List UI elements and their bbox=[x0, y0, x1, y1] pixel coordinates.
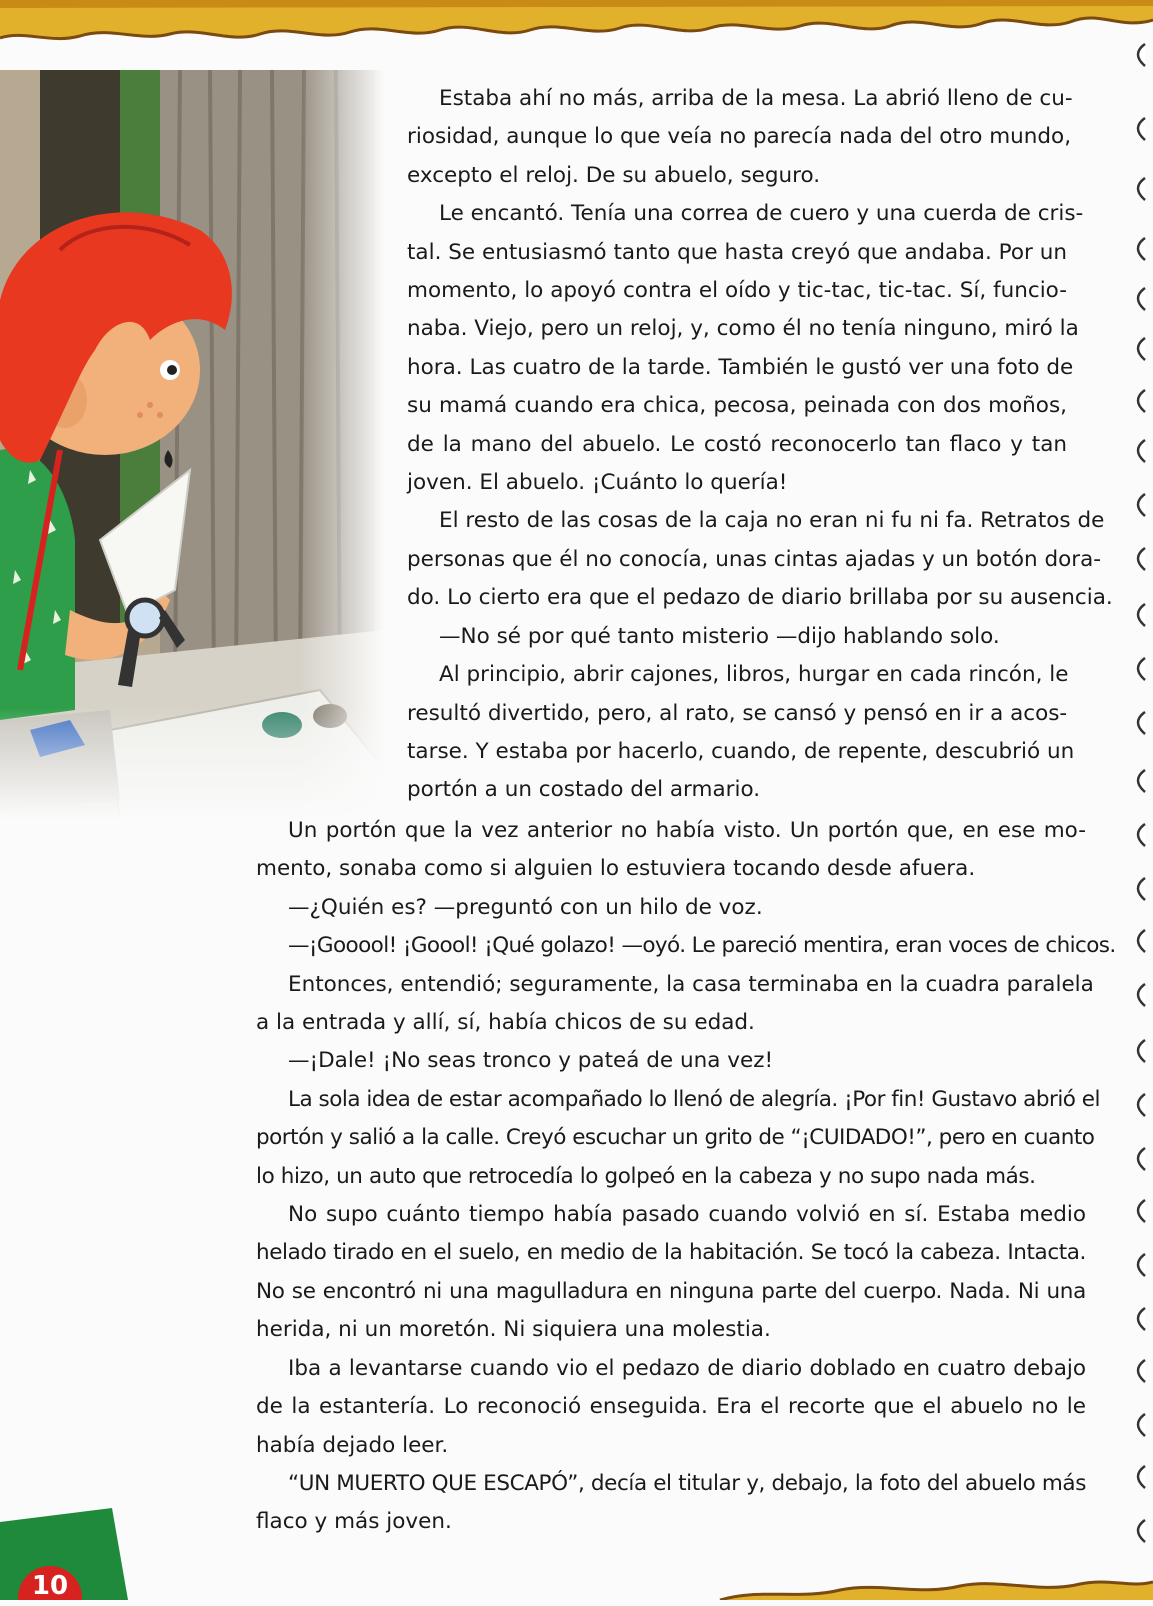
text-line: herida, ni un moretón. Ni siquiera una molestia. bbox=[256, 1317, 771, 1343]
text-line: personas que él no conocía, unas cintas ajadas y un botón dora- bbox=[407, 546, 1102, 572]
text-line: tarse. Y estaba por hacerlo, cuando, de repente, descubrió un bbox=[407, 738, 1075, 764]
text-line: El resto de las cosas de la caja no eran ni fu ni fa. Retratos de bbox=[439, 508, 1105, 534]
text-line: —¿Quién es? —preguntó con un hilo de voz. bbox=[288, 894, 763, 920]
text-line: —No sé por qué tanto misterio —dijo hablando solo. bbox=[439, 623, 1000, 649]
text-line: a la entrada y allí, sí, había chicos de su edad. bbox=[256, 1010, 755, 1036]
text-line: helado tirado en el suelo, en medio de la habitación. Se tocó la cabeza. Intacta. bbox=[256, 1240, 1086, 1266]
boy-reading-illustration bbox=[0, 70, 385, 820]
text-line: su mamá cuando era chica, pecosa, peinada con dos moños, bbox=[407, 393, 1067, 419]
page-number: 10 bbox=[18, 1566, 82, 1600]
text-line: de la mano del abuelo. Le costó reconocerlo tan flaco y tan bbox=[407, 431, 1067, 457]
text-line: No supo cuánto tiempo había pasado cuando volvió en sí. Estaba medio bbox=[288, 1202, 1086, 1228]
text-line: naba. Viejo, pero un reloj, y, como él no tenía ninguno, miró la bbox=[407, 316, 1079, 342]
text-line: lo hizo, un auto que retrocedía lo golpeó en la cabeza y no supo nada más. bbox=[256, 1163, 1036, 1189]
text-column-bottom bbox=[256, 812, 1116, 1542]
text-line: No se encontró ni una magulladura en ninguna parte del cuerpo. Nada. Ni una bbox=[256, 1278, 1086, 1304]
text-line: excepto el reloj. De su abuelo, seguro. bbox=[407, 162, 821, 188]
text-line: Le encantó. Tenía una correa de cuero y una cuerda de cris- bbox=[439, 201, 1084, 227]
text-line: mento, sonaba como si alguien lo estuviera tocando desde afuera. bbox=[256, 856, 976, 882]
text-line: tal. Se entusiasmó tanto que hasta creyó que andaba. Por un bbox=[407, 239, 1067, 265]
text-line: joven. El abuelo. ¡Cuánto lo quería! bbox=[407, 470, 788, 496]
text-line: Estaba ahí no más, arriba de la mesa. La abrió lleno de cu- bbox=[439, 86, 1073, 111]
text-line: portón y salió a la calle. Creyó escuchar un grito de “¡CUIDADO!”, pero en cuanto bbox=[256, 1125, 1095, 1151]
text-line: resultó divertido, pero, al rato, se cansó y pensó en ir a acos- bbox=[407, 700, 1068, 726]
text-line: portón a un costado del armario. bbox=[407, 777, 761, 803]
text-column-top bbox=[407, 80, 1113, 810]
text-line: do. Lo cierto era que el pedazo de diario brillaba por su ausencia. bbox=[407, 585, 1113, 611]
text-line: “UN MUERTO QUE ESCAPÓ”, decía el titular y, debajo, la foto del abuelo más bbox=[288, 1470, 1086, 1496]
spiral-binding bbox=[1119, 0, 1153, 1600]
text-line: de la estantería. Lo reconoció enseguida. Era el recorte que el abuelo no le bbox=[256, 1394, 1086, 1420]
text-line: La sola idea de estar acompañado lo llenó de alegría. ¡Por fin! Gustavo abrió el bbox=[288, 1086, 1100, 1112]
text-line: —¡Dale! ¡No seas tronco y pateá de una vez! bbox=[288, 1048, 774, 1074]
text-line: Al principio, abrir cajones, libros, hurgar en cada rincón, le bbox=[439, 662, 1069, 688]
text-line: Iba a levantarse cuando vio el pedazo de diario doblado en cuatro debajo bbox=[288, 1355, 1086, 1381]
text-line: momento, lo apoyó contra el oído y tic-tac, tic-tac. Sí, funcio- bbox=[407, 278, 1067, 304]
text-line: flaco y más joven. bbox=[256, 1509, 452, 1535]
text-line: hora. Las cuatro de la tarde. También le gustó ver una foto de bbox=[407, 354, 1074, 380]
text-line: había dejado leer. bbox=[256, 1432, 449, 1458]
text-line: —¡Gooool! ¡Goool! ¡Qué golazo! —oyó. Le pareció mentira, eran voces de chicos. bbox=[288, 933, 1116, 959]
top-decorative-border bbox=[0, 0, 1153, 44]
bottom-decorative-border bbox=[0, 1570, 1153, 1600]
text-line: riosidad, aunque lo que veía no parecía nada del otro mundo, bbox=[407, 124, 1072, 150]
text-line: Un portón que la vez anterior no había visto. Un portón que, en ese mo- bbox=[288, 818, 1086, 843]
text-line: Entonces, entendió; seguramente, la casa terminaba en la cuadra paralela bbox=[288, 971, 1094, 997]
